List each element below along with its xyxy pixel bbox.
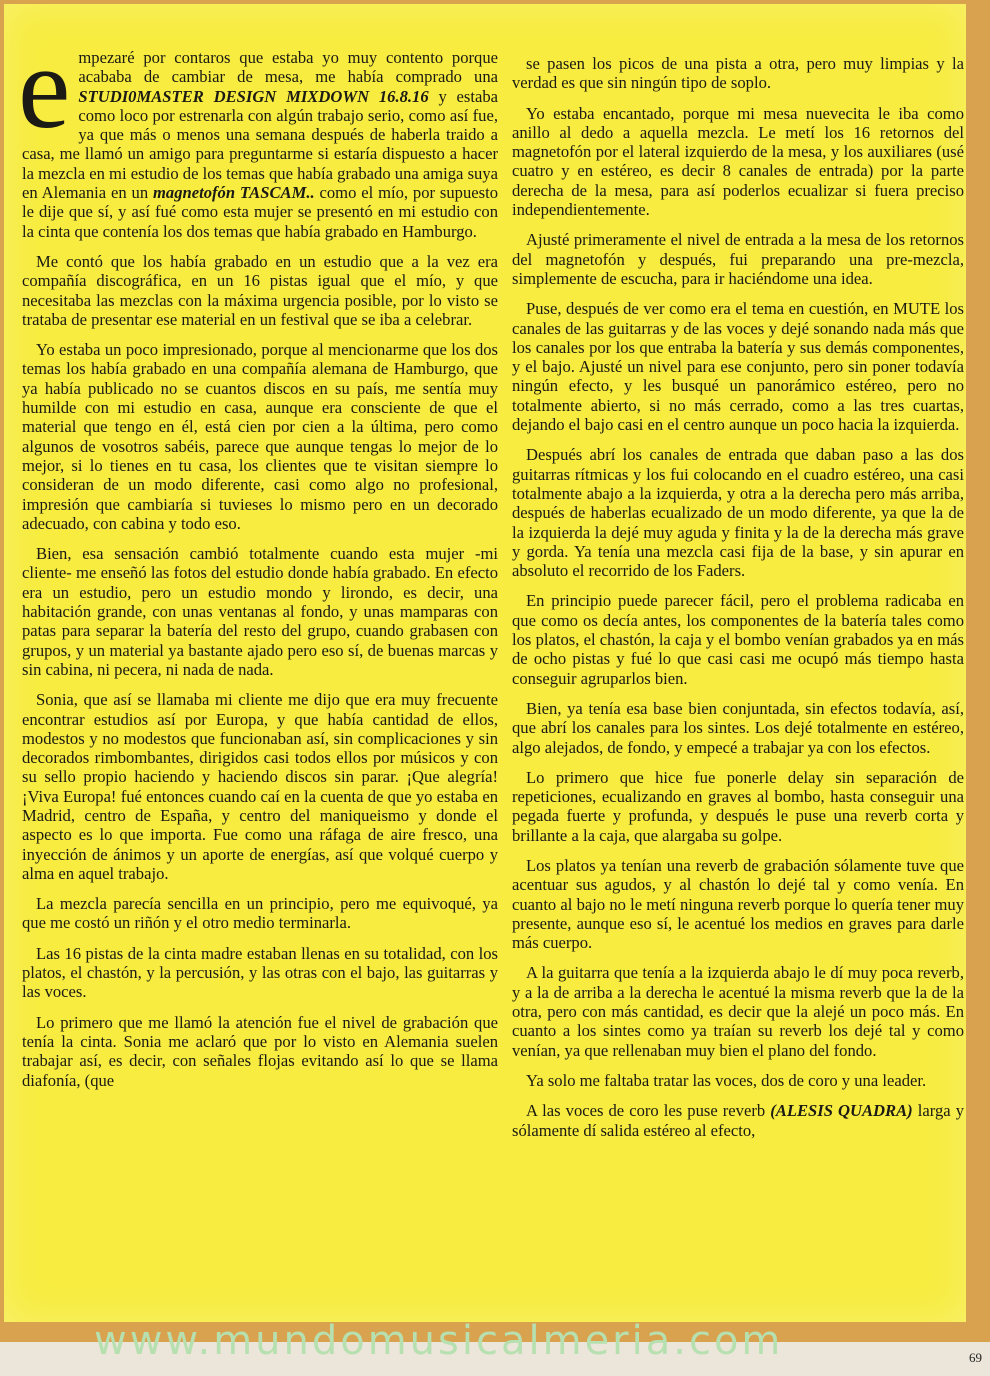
right-paragraph bbox=[512, 856, 964, 952]
right-column bbox=[512, 54, 964, 1151]
right-paragraph bbox=[512, 768, 964, 845]
body-text: Los platos ya tenían una reverb de grabación sólamente tuve que acentuar sus agudos, y al chastón lo dejé tal y como venía. En cuanto al bajo no le metí ninguna reverb porque lo quería tener muy presente, aunque eso sí, le acentué los medios en graves para darle más cuerpo. bbox=[512, 855, 964, 953]
body-text: A la guitarra que tenía a la izquierda abajo le dí muy poca reverb, y a la de arriba a la derecha le acentué la misma reverb que la de la otra, pero con más cantidad, es decir que la alejé un poco más. En cuanto a los sintes como ya traían su reverb los dejé tal y como venían, ya que rellenaban muy bien el plano del fondo. bbox=[512, 963, 964, 1060]
right-paragraphs bbox=[512, 54, 964, 1140]
body-text: Yo estaba encantado, porque mi mesa nuevecita le iba como anillo al dedo a aquella mezcla. Le metí los 16 retornos del magnetofón por el lateral izquierdo de la mesa, y los auxiliares (usé cuatro y en estéreo, es decir 8 canales de entrada) por la parte derecha de la mesa, para así poderlos ecualizar si fuera preciso independientemente. bbox=[512, 103, 964, 220]
left-paragraph bbox=[22, 944, 498, 1002]
left-paragraph bbox=[22, 544, 498, 679]
body-text: larga y sólamente dí salida estéreo al efecto, bbox=[512, 1101, 964, 1140]
body-text: Ajusté primeramente el nivel de entrada a la mesa de los retornos del magnetofón y después, fui preparando una pre-mezcla, simplemente de escucha, para ir haciéndome una idea. bbox=[512, 230, 964, 288]
body-text: Después abrí los canales de entrada que daban paso a las dos guitarras rítmicas y los fui colocando en el cuadro estéreo, una casi totalmente abajo a la izquierda, y otra a la derecha pero más arriba, después de haberlas ecualizado de un modo diferente, ya que la de la izquierda la dejé muy aguda y finita y la de la derecha más grave y gorda. Ya tenía una mezcla casi fija de la base, y sin apurar en absoluto el recorrido de los Faders. bbox=[512, 445, 964, 581]
body-text: y estaba como loco por estrenarla con algún trabajo serio, como así fue, ya que más o menos una semana después de haberla traido a casa, me llamó un amigo para preguntarme si estaría dispuesto a hacer la mezcla en mi estudio de los temas que había grabado una amiga suya en Alemania en un bbox=[22, 86, 499, 203]
body-text: Bien, ya tenía esa base bien conjuntada, sin efectos todavía, así, que abrí los canales para los sintes. Los dejé totalmente en estéreo, algo alejados, de fondo, y empecé a trabajar ya con los efectos. bbox=[512, 698, 964, 757]
left-paragraph bbox=[22, 340, 498, 533]
left-paragraph bbox=[22, 48, 498, 241]
emphasis-text: STUDI0MASTER DESIGN MIXDOWN 16.8.16 bbox=[78, 86, 429, 106]
page-number: 69 bbox=[969, 1350, 982, 1365]
body-text: Bien, esa sensación cambió totalmente cuando esta mujer -mi cliente- me enseñó las fotos del estudio donde había grabado. En efecto era un estudio, pero un estudio mondo y lirondo, es decir, una habitación grande, con unas ventanas al fondo, y unas mamparas con patas para separar la batería del resto del grupo, cuando grabasen con grupos, y un material ya bastante ajado pero eso sí, de buenas marcas y sin cabina, ni pecera, ni nada de nada. bbox=[22, 544, 498, 679]
body-text: Lo primero que me llamó la atención fue el nivel de grabación que tenía la cinta. Sonia me aclaró que por lo visto en Alemania suelen trabajar así, es decir, con señales flojas evitando así lo que se llama diafonía, (que bbox=[22, 1012, 498, 1090]
left-paragraph bbox=[22, 894, 498, 933]
body-text: La mezcla parecía sencilla en un principio, pero me equivoqué, ya que me costó un riñón y el otro medio terminarla. bbox=[22, 894, 498, 933]
watermark-text: www.mundomusicalmeria.com bbox=[94, 1318, 784, 1364]
left-paragraphs bbox=[22, 48, 498, 1090]
body-text: En principio puede parecer fácil, pero el problema radicaba en que como os decía antes, los componentes de la batería tales como los platos, el chastón, la caja y el bombo venían grabados ya en más de ocho pistas y fué lo que casi casi me ocupó más tiempo hasta conseguir agruparlos bien. bbox=[512, 591, 964, 688]
emphasis-text: (ALESIS QUADRA) bbox=[770, 1101, 913, 1121]
left-paragraph bbox=[22, 1013, 498, 1090]
body-text: como el mío, por supuesto le dije que sí, y así fué como esta mujer se presentó en mi estudio con la cinta que contenía los dos temas que había grabado en Hamburgo. bbox=[22, 183, 499, 241]
body-text: Me contó que los había grabado en un estudio que a la vez era compañía discográfica, en un 16 pistas igual que el mío, y que necesitaba las mezclas con la máxima urgencia posible, por lo visto se trataba de presentar ese material en un festival que se iba a celebrar. bbox=[22, 251, 498, 329]
right-paragraph bbox=[512, 1071, 964, 1090]
right-paragraph bbox=[512, 104, 964, 220]
right-paragraph bbox=[512, 299, 964, 434]
body-text: Ya solo me faltaba tratar las voces, dos de coro y una leader. bbox=[526, 1070, 927, 1090]
body-text: Puse, después de ver como era el tema en cuestión, en MUTE los canales de las guitarras y de las voces y dejé sonando nada más que los canales por los que entraba la batería y sus demás componentes, y el bajo. Ajusté un nivel para ese conjunto, pero sin poner todavía ningún efecto, y les busqué un panorámico estéreo, pero no totalmente abierto, si no más cerrado, como a las tres cuartas, dejando el bajo casi en el centro aunque un poco hacia la izquierda. bbox=[512, 299, 964, 435]
body-text: Yo estaba un poco impresionado, porque al mencionarme que los dos temas los había grabado en una compañía alemana de Hamburgo, que ya había publicado no se cuantos discos en su país, me sentía muy humilde con mi estudio en casa, aunque era consciente de que el material que tengo en él, está cien por cien a la última, pero como algunos de vosotros sabéis, parece que aunque tengas lo mejor de lo mejor, si lo tienes en tu casa, los clientes que te visitan siempre lo consideran de un modo diferente, casi como algo no profesional, impresión que cambiaría si tuvieses lo mismo pero en un decorado adecuado, con cabina y todo eso. bbox=[22, 340, 498, 533]
left-column bbox=[18, 22, 499, 1101]
left-paragraph bbox=[22, 252, 498, 329]
right-paragraph bbox=[512, 963, 964, 1059]
right-paragraph bbox=[512, 1101, 964, 1140]
body-text: Sonia, que así se llamaba mi cliente me dijo que era muy frecuente encontrar estudios así por Europa, y que había cantidad de ellos, modestos y no modestos que funcionaban así, sin complicaciones y sin decorados rimbombantes, dirigidos casi todos ellos por músicos y con su sello propio haciendo y haciendo discos sin parar. ¡Que alegría! ¡Viva Europa! fué entonces cuando caí en la cuenta de que yo estaba en Madrid, centro de España, y centro del maniqueismo y donde el aspecto es lo que importa. Fue como una ráfaga de aire fresco, una inyección de ánimos y un aporte de energías, así que volqué cuerpo y alma en aquel trabajo. bbox=[22, 690, 498, 883]
right-paragraph bbox=[512, 54, 964, 93]
drop-cap: e bbox=[18, 22, 71, 153]
body-text: Lo primero que hice fue ponerle delay sin separación de repeticiones, ecualizando en graves al bombo, hasta conseguir una pegada fuerte y profunda, y después le puse una reverb corta y brillante a la caja, que alargaba su golpe. bbox=[512, 767, 964, 845]
right-paragraph bbox=[512, 699, 964, 757]
right-paragraph bbox=[512, 230, 964, 288]
left-paragraph bbox=[22, 690, 498, 883]
body-text: Las 16 pistas de la cinta madre estaban llenas en su totalidad, con los platos, el chastón, y la percusión, y las otras con el bajo, las guitarras y las voces. bbox=[22, 943, 498, 1002]
emphasis-text: magnetofón TASCAM.. bbox=[153, 183, 315, 203]
body-text: A las voces de coro les puse reverb bbox=[526, 1101, 771, 1121]
right-paragraph bbox=[512, 445, 964, 580]
body-text: mpezaré por contaros que estaba yo muy contento porque acababa de cambiar de mesa, me había comprado una bbox=[78, 48, 498, 87]
body-text: se pasen los picos de una pista a otra, pero muy limpias y la verdad es que sin ningún tipo de soplo. bbox=[512, 54, 964, 93]
magazine-page bbox=[4, 4, 966, 1322]
right-paragraph bbox=[512, 591, 964, 687]
